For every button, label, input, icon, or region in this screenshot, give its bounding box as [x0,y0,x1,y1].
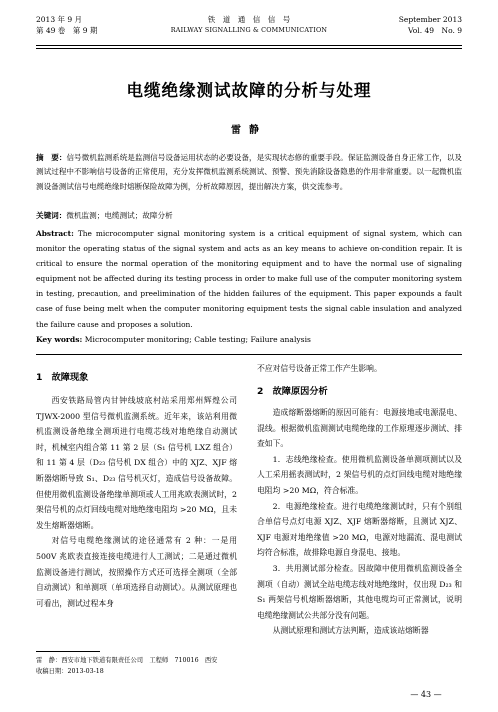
header-rule-thin [36,48,462,49]
header-volume: 第 49 卷 第 9 期 [36,26,98,35]
section-heading-1: 1 故障现象 [36,372,89,383]
abstract-cn-text: 信号微机监测系统是监测信号设备运用状态的必要设备，是实现状态修的重要手段。保证监测设备自身正常工作，以及测试过程中不影响信号设备的正常使用，充分发挥微机监测系统测试、预警、预先消除设备隐患的作用非常重要。以一起微机监测设备测试信号电缆绝缘时熔断保险故障为例，分析故障原因，提出解决方案，供交流参考。 [36,153,463,191]
body-paragraph-continued: 不应对信号设备正常工作产生影响。 [257,364,382,373]
keywords-en-text: Microcomputer monitoring; Cable testing; Failure analysis [84,335,311,344]
footnote [36,655,246,677]
journal-name-en: RAILWAY SIGNALLING & COMMUNICATION [170,26,328,34]
footnote-rule [36,651,100,652]
header-right [399,14,462,36]
abstract-en-text: The microcomputer signal monitoring system is a critical equipment of signal system, which can monitor the operating status of the signal system and acts as an key means to achieve on-condition repair. It is critical to ensure the normal operation of the monitoring equipment and to have the normal use of signaling equipment not be affected during its testing process in order to make full use of the computer monitoring system in testing, precaution, and preelimination of the hidden failures of the equipment. This paper expounds a fault case of fuse being melt when the computer monitoring equipment tests the signal cable insulation and analyzed the failure cause and proposes a solution. [36,229,462,329]
right-column [257,405,462,639]
abstract-rule [36,354,462,355]
received-date: 收稿日期：2013-03-18 [36,668,104,675]
abstract-en [36,226,462,332]
article-title: 电缆绝缘测试故障的分析与处理 [126,81,372,100]
header-date: 2013 年 9 月 [36,15,83,24]
body-paragraph: 1．志线绝缘检查。使用微机监测设备单测项测试以及人工采用摇表测试时，2 架信号机的点灯回线电缆对地绝缘电阻均 >20 MΩ，符合标准。 [257,454,462,495]
section-heading-2: 2 故障原因分析 [257,386,328,397]
abstract-cn-label: 摘 要： [36,153,67,162]
abstract-en-label: Abstract: [36,229,74,238]
body-paragraph: 从测试原理和测试方法判断，造成该站熔断器 [272,626,429,636]
header-date-en: September 2013 [398,15,462,24]
keywords-cn-label: 关键词： [36,211,67,220]
keywords-en [36,333,462,347]
right-column-top [257,361,462,377]
author-affiliation: 雷 静：西安市地下铁道有限责任公司 工程师 710016 西安 [36,657,218,664]
body-paragraph: 西安铁路局管内甘钟线坡底村站采用郑州辉煌公司 TJWX-2000 型信号微机监测系统。近年来，该站利用微机监测设备绝缘全测项进行电缆芯线对地绝缘自动测试时，机械室内组合第 11 第 2 层（S₁ 信号机 LXZ 组合）和 11 第 4 层（D₂₃ 信号机 DX 组合）中的 XJZ、XJF 熔断器熔断导致 S₁、D₂₃ 信号机灭灯，造成信号设备故障。但使用微机监测设备绝缘单测项或人工用兆欧表测试时，2 架信号机的点灯回线电缆对地绝缘电阻均 >20 MΩ，且未发生熔断器熔断。 [36,396,237,530]
body-paragraph: 3．共用测试部分检查。因故障中使用微机监测设备全测项（自动）测试全站电缆志线对地绝缘时，仅出现 D₂₃ 和 S₁ 两架信号机熔断器熔断，其他电缆均可正常测试，说明电缆绝缘测试公共部分没有问题。 [257,563,462,620]
header-volume-en: Vol. 49 No. 9 [408,26,462,35]
running-header [36,14,462,44]
body-paragraph: 2．电源绝缘检查。进行电缆绝缘测试时，只有个别组合单信号点灯电源 XJZ、XJF 熔断器熔断，且测试 XJZ、XJF 电源对地绝缘值 >20 MΩ，电源对地漏流、混电测试均符合标准，故排除电源自身混电、接地。 [257,501,462,558]
keywords-en-label: Key words: [36,335,83,344]
abstract-cn [36,151,462,194]
keywords-cn-text: 微机监测；电缆测试；故障分析 [66,211,173,220]
page-number: — 43 — [410,690,442,699]
body-paragraph: 对信号电缆绝缘测试的途径通常有 2 种：一是用 500V 兆欧表直接连接电缆进行人工测试；二是通过微机监测设备进行测试，按照操作方式还可选择全测项（全部自动测试）和单测项（单项选择自动测试）。从测试原理也可看出，测试过程本身 [36,536,237,608]
body-paragraph: 造成熔断器熔断的原因可能有：电源接地或电源混电、混线。根据微机监测测试电缆绝缘的工作原理逐步测试、排查如下。 [257,408,462,449]
header-rule [36,45,462,46]
left-column [36,393,237,611]
journal-name-cn: 铁 道 通 信 信 号 [207,15,291,24]
keywords-cn [36,209,462,223]
article-author: 雷静 [231,125,267,136]
